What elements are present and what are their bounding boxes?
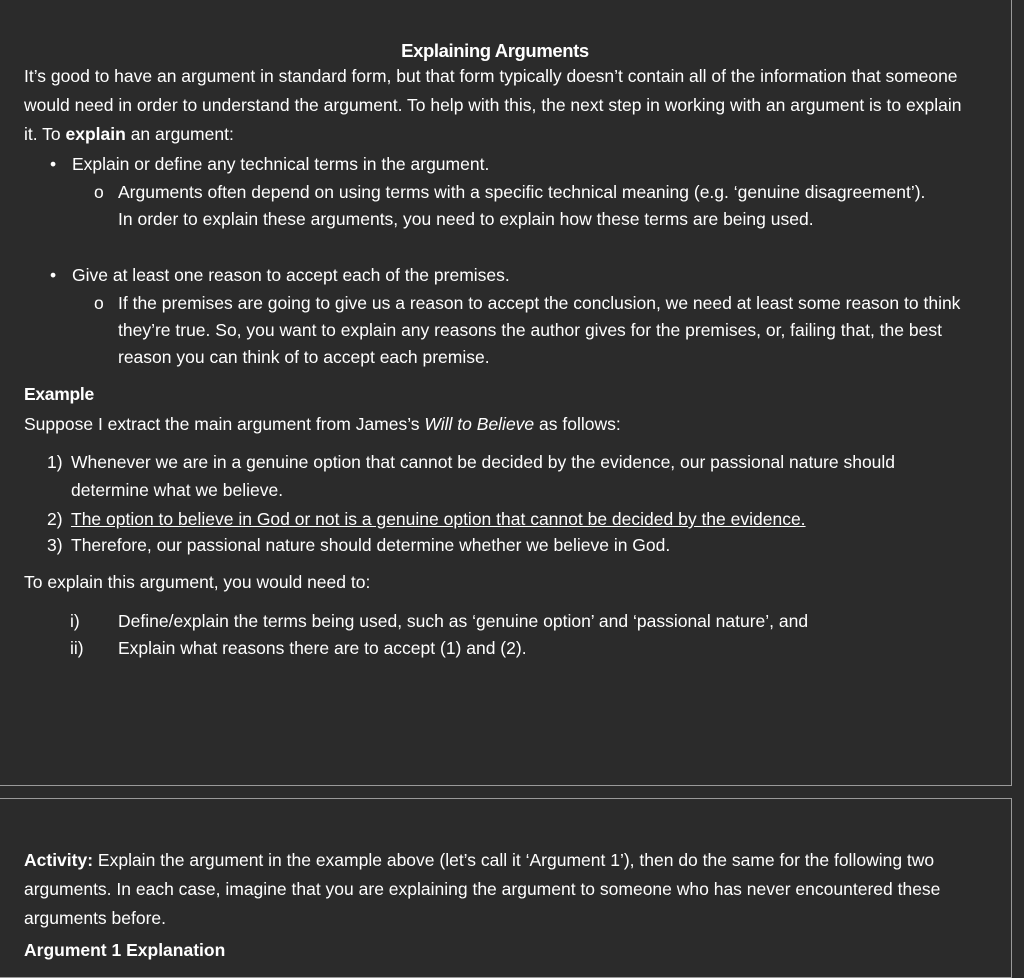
- bullet-text: Give at least one reason to accept each of the premises.: [72, 265, 510, 285]
- page-title: Explaining Arguments: [401, 40, 589, 61]
- premise-item: [47, 448, 931, 504]
- sub-bullet-marker: o: [94, 293, 104, 313]
- premise-item: [47, 531, 931, 560]
- activity-paragraph: [24, 846, 964, 933]
- step-text: Explain what reasons there are to accept (1) and (2).: [118, 638, 527, 658]
- sub-bullet-text: Arguments often depend on using terms with a specific technical meaning (e.g. ‘genuine disagreement’). In order to explain these arguments, you need to explain how these terms are being used.: [118, 182, 926, 229]
- bullet-item: [50, 150, 952, 179]
- sub-bullet-item: [94, 290, 978, 371]
- step-item: [70, 634, 918, 663]
- intro-bold-word: explain: [65, 124, 126, 144]
- sub-bullet-text: If the premises are going to give us a reason to accept the conclusion, we need at least some reason to think they’re true. So, you want to explain any reasons the author gives for the premises, or, failing that, the best reason you can think of to accept each premise.: [118, 293, 961, 367]
- step-item: [70, 607, 918, 636]
- premise-text: Whenever we are in a genuine option that cannot be decided by the evidence, our passional nature should determine what we believe.: [71, 452, 896, 500]
- argument1-heading: Argument 1 Explanation: [24, 940, 226, 960]
- step-marker: i): [70, 611, 80, 631]
- sub-bullet-item: [94, 179, 938, 233]
- premise-text: Therefore, our passional nature should determine whether we believe in God.: [71, 535, 671, 555]
- activity-text: Explain the argument in the example above (let’s call it ‘Argument 1’), then do the same for the following two arguments. In each case, imagine that you are explaining the argument to someone who has never encountered these arguments before.: [24, 850, 941, 928]
- intro-paragraph: [24, 62, 964, 149]
- explain-intro: To explain this argument, you would need to:: [24, 572, 371, 592]
- premise-number: 3): [47, 535, 63, 555]
- bullet-marker: •: [50, 154, 57, 174]
- example-intro: [24, 410, 924, 439]
- step-text: Define/explain the terms being used, such as ‘genuine option’ and ‘passional nature’, and: [118, 611, 809, 631]
- example-heading: Example: [24, 384, 94, 404]
- premise-text: The option to believe in God or not is a genuine option that cannot be decided by the evidence.: [71, 509, 806, 529]
- bullet-item: [50, 261, 952, 290]
- premise-number: 1): [47, 452, 63, 472]
- sub-bullet-marker: o: [94, 182, 104, 202]
- step-marker: ii): [70, 638, 84, 658]
- bullet-text: Explain or define any technical terms in the argument.: [72, 154, 490, 174]
- example-intro-end: as follows:: [534, 414, 621, 434]
- example-intro-start: Suppose I extract the main argument from James’s: [24, 414, 425, 434]
- premise-number: 2): [47, 509, 63, 529]
- activity-label: Activity:: [24, 850, 94, 870]
- book-title: Will to Believe: [424, 414, 535, 434]
- intro-text-end: an argument:: [125, 124, 234, 144]
- bullet-marker: •: [50, 265, 57, 285]
- premise-item: [47, 505, 931, 534]
- intro-text-start: It’s good to have an argument in standard form, but that form typically doesn’t contain all of the information that someone would need in order to understand the argument. To help with this, the next step in working with an argument is to explain it. To: [24, 66, 962, 144]
